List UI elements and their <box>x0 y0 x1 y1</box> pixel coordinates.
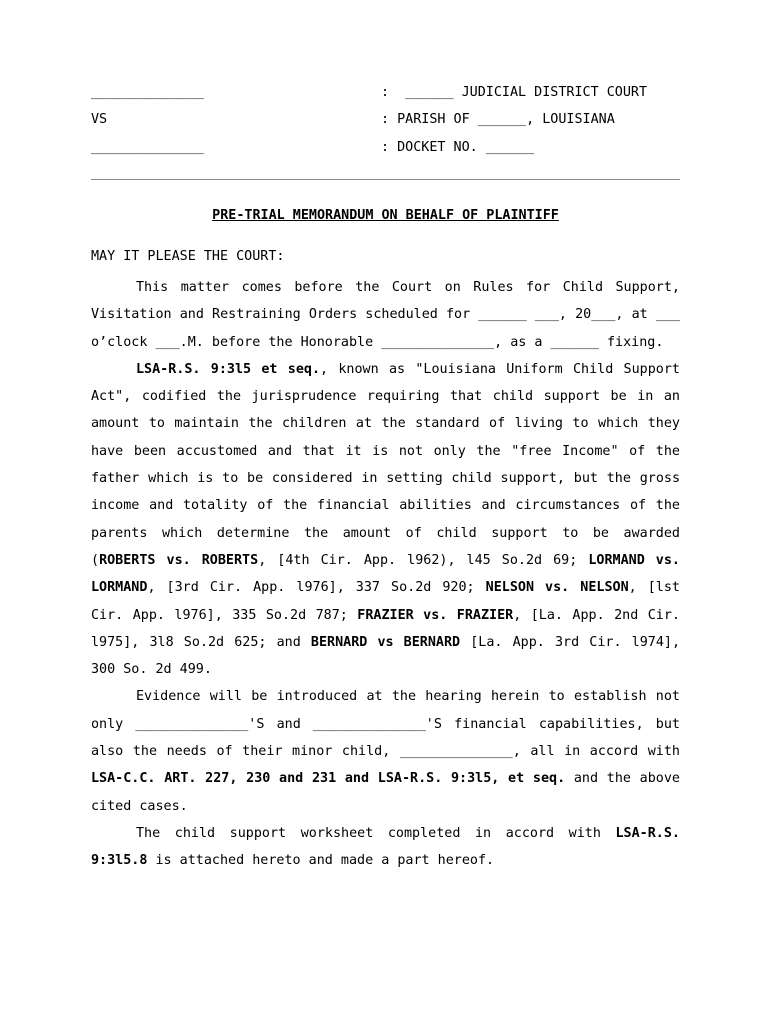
parish-line: : PARISH OF ______, LOUISIANA <box>381 112 615 127</box>
plaintiff-name-blank: ______________ <box>91 85 204 100</box>
paragraph-evidence: Evidence will be introduced at the hearing herein to establish not only ______________'S and ______________'S financial capabilities, but also the needs of their minor child, ______________, all in accord with LSA-C.C. ART. 227, 230 and 231 and LSA-R.S. 9:3l5, et seq. and the above cited cases. <box>91 689 680 814</box>
memorandum-body <box>91 274 680 875</box>
defendant-name-blank: ______________ <box>91 140 204 155</box>
caption-divider <box>91 179 680 180</box>
statute-citation: LSA-R.S. 9:3l5 et seq. <box>136 361 321 377</box>
caption-row-court <box>91 83 681 103</box>
document-title: PRE-TRIAL MEMORANDUM ON BEHALF OF PLAINTIFF <box>212 208 559 223</box>
statute-citation: LSA-R.S. 9:3l5.8 <box>91 825 680 869</box>
paragraph-child-support-act: LSA-R.S. 9:3l5 et seq., known as "Louisiana Uniform Child Support Act", codified the jurisprudence requiring that child support be in an amount to maintain the children at the standard of living to which they have been accustomed and that it is not only the "free Income" of the father which is to be considered in setting child support, but the gross income and totality of the financial abilities and circumstances of the parents which determine the amount of child support to be awarded (ROBERTS vs. ROBERTS, [4th Cir. App. l962), l45 So.2d 69; LORMAND vs. LORMAND, [3rd Cir. App. l976], 337 So.2d 920; NELSON vs. NELSON, [lst Cir. App. l976], 335 So.2d 787; FRAZIER vs. FRAZIER, [La. App. 2nd Cir. l975], 3l8 So.2d 625; and BERNARD vs BERNARD [La. App. 3rd Cir. l974], 300 So. 2d 499. <box>91 361 681 678</box>
paragraph-hearing-schedule: This matter comes before the Court on Rules for Child Support, Visitation and Restraining Orders scheduled for ______ ___, 20___, at ___ o’clock ___.M. before the Honorable ______________, as a ______ fixing. <box>91 280 680 350</box>
docket-number-line: : DOCKET NO. ______ <box>381 140 535 155</box>
caption-row-docket <box>91 138 681 158</box>
paragraph-worksheet: The child support worksheet completed in accord with LSA-R.S. 9:3l5.8 is attached hereto and made a part hereof. <box>91 825 680 869</box>
versus-label: VS <box>91 112 108 127</box>
caption-row-parish <box>91 110 681 130</box>
court-name-line: : ______ JUDICIAL DISTRICT COURT <box>381 85 648 100</box>
case-name: FRAZIER vs. FRAZIER <box>357 607 514 623</box>
case-name: BERNARD vs BERNARD <box>310 634 461 650</box>
statute-citation: LSA-C.C. ART. 227, 230 and 231 and LSA-R.S. 9:3l5, et seq. <box>91 771 566 787</box>
case-name: NELSON vs. NELSON <box>485 580 629 596</box>
case-name: LORMAND vs. LORMAND <box>91 552 680 596</box>
case-name: ROBERTS vs. ROBERTS <box>99 552 259 568</box>
salutation: MAY IT PLEASE THE COURT: <box>91 249 285 264</box>
